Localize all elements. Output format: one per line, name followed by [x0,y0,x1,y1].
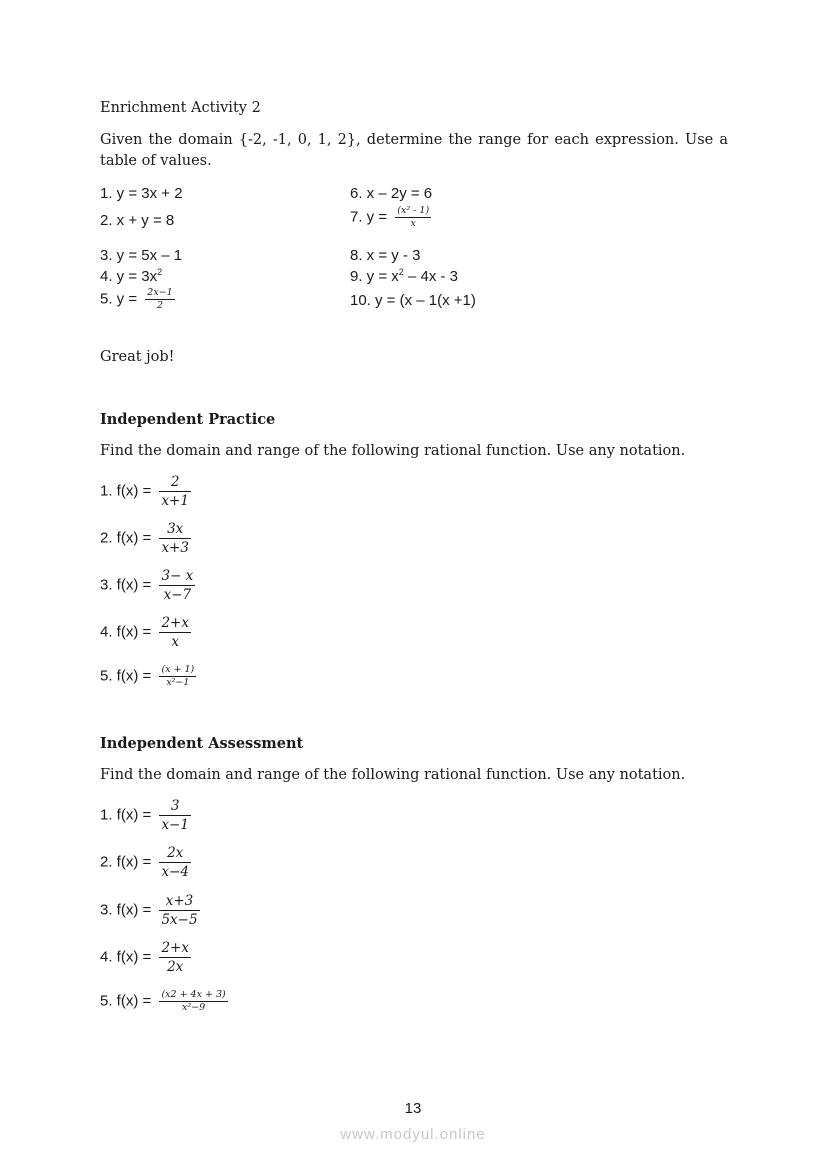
fraction: $\frac{x+3}{5x-5}$ [161,893,198,928]
fraction: $\frac{2}{x+1}$ [161,474,189,509]
enrichment-item-5: 5. y = $\frac{2x-1}{2}$ [100,287,173,311]
fraction: $\frac{2x}{x-4}$ [161,845,189,880]
enrichment-instruction: Given the domain {-2, -1, 0, 1, 2}, determine the range for each expression. Use a table of values. [100,132,728,169]
enrichment-item-1: 1. y = 3x + 2 [100,185,183,202]
practice-instruction: Find the domain and range of the following rational function. Use any notation. [100,443,686,459]
enrichment-item-8: 8. x = y - 3 [350,247,421,264]
assessment-item-3: 3. f(x) = $\frac{x+3}{5x-5}$ [100,893,198,928]
watermark: www.modyul.online [340,1126,486,1143]
enrichment-item-2: 2. x + y = 8 [100,212,175,229]
practice-item-3: 3. f(x) = $\frac{3- x}{x-7}$ [100,568,194,603]
practice-item-5: 5. f(x) = $\frac{(x + 1)}{\text{x²−1}}$ [100,664,195,688]
assessment-instruction: Find the domain and range of the following rational function. Use any notation. [100,767,686,783]
fraction: $\frac{3- x}{x-7}$ [161,568,194,603]
enrichment-item-6: 6. x – 2y = 6 [350,185,433,202]
practice-item-1: 1. f(x) = $\frac{2}{x+1}$ [100,474,189,509]
enrichment-item-10: 10. y = (x – 1(x +1) [350,292,476,309]
fraction: $\frac{(x + 1)}{\text{x²−1}}$ [161,664,195,688]
closing-text: Great job! [100,349,175,365]
practice-item-2: 2. f(x) = $\frac{3x}{x+3}$ [100,521,189,556]
assessment-item-2: 2. f(x) = $\frac{2x}{x-4}$ [100,845,189,880]
fraction: $\frac{2+x}{2x}$ [161,940,189,975]
fraction: $\frac{2+x}{x}$ [161,615,189,650]
enrichment-item-3: 3. y = 5x – 1 [100,247,183,264]
fraction: $\frac{2x-1}{2}$ [147,287,173,311]
practice-item-4: 4. f(x) = $\frac{2+x}{x}$ [100,615,189,650]
enrichment-title: Enrichment Activity 2 [100,100,261,116]
assessment-item-5: 5. f(x) = $\frac{(x2 + 4x + 3)}{\text{x²−9}}$ [100,989,226,1013]
practice-heading: Independent Practice [100,411,276,428]
assessment-item-4: 4. f(x) = $\frac{2+x}{2x}$ [100,940,189,975]
enrichment-item-4: 4. $y = 3x^2$ [100,267,163,285]
fraction: $\frac{3x}{x+3}$ [161,521,189,556]
page-number: 13 [404,1100,422,1117]
fraction: $\frac{3}{x-1}$ [161,798,189,833]
assessment-heading: Independent Assessment [100,735,304,752]
enrichment-item-9: 9. $y = x^2 - 4x - 3$ [350,267,458,285]
enrichment-item-7: 7. y = $\frac{\text{(x² - 1)}}{x}$ [350,205,430,229]
fraction: $\frac{(x2 + 4x + 3)}{\text{x²−9}}$ [161,989,226,1013]
fraction: $\frac{\text{(x² - 1)}}{x}$ [397,205,430,229]
assessment-item-1: 1. f(x) = $\frac{3}{x-1}$ [100,798,189,833]
